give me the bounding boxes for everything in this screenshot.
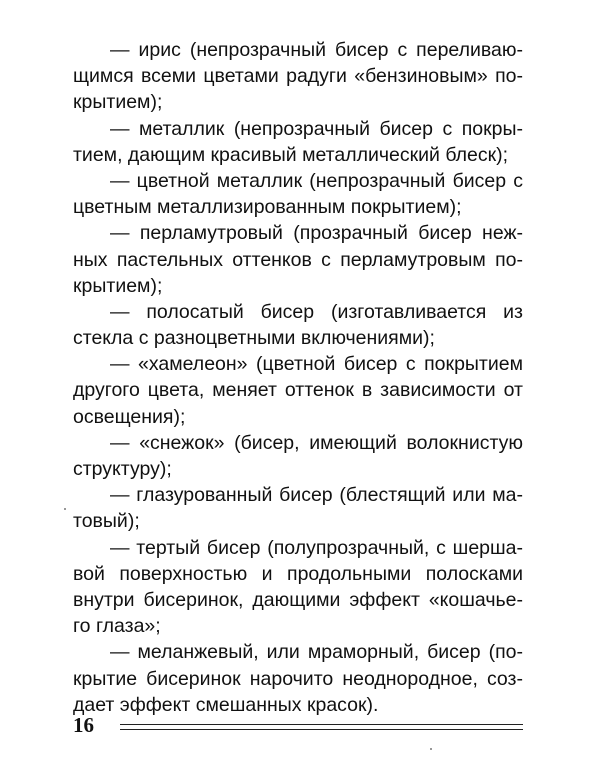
text-line: крытие бисеринок нарочито неоднородное, соз- xyxy=(73,667,523,690)
print-speck xyxy=(64,508,66,510)
text-line: структуру); xyxy=(73,458,172,480)
text-line: ных пастельных оттенков с перламутровым по- xyxy=(73,248,523,271)
text-line: вой поверхностью и продольными полосками xyxy=(73,562,523,585)
text-line: — тертый бисер (полупрозрачный, с шерша- xyxy=(110,536,523,559)
text-line: — «снежок» (бисер, имеющий волокнистую xyxy=(110,431,523,454)
text-line: — перламутровый (прозрачный бисер неж- xyxy=(110,222,523,245)
text-line: тием, дающим красивый металлический блеск); xyxy=(73,143,509,166)
text-line: товый); xyxy=(73,510,140,533)
text-line: — полосатый бисер (изготавливается из xyxy=(110,300,523,323)
text-line: другого цвета, меняет оттенок в зависимости от xyxy=(73,379,523,402)
text-line: — «хамелеон» (цветной бисер с покрытием xyxy=(110,353,523,376)
print-speck xyxy=(430,748,432,750)
text-line: — меланжевый, или мраморный, бисер (по- xyxy=(110,641,523,664)
text-line: го глаза»; xyxy=(73,615,161,638)
text-line: крытием); xyxy=(73,274,163,297)
page-number: 16 xyxy=(73,713,94,737)
text-line: дает эффект смешанных красок). xyxy=(73,693,379,716)
text-line: — глазурованный бисер (блестящий или ма- xyxy=(110,484,523,507)
text-line: стекла с разноцветными включениями); xyxy=(73,327,435,350)
footer-double-rule xyxy=(120,724,523,730)
text-line: цветным металлизированным покрытием); xyxy=(73,196,462,219)
text-line: освещения); xyxy=(73,405,186,428)
text-line: крытием); xyxy=(73,91,163,114)
page-footer xyxy=(73,710,523,740)
text-line: внутри бисеринок, дающими эффект «кошачье- xyxy=(73,588,523,611)
body-text xyxy=(73,37,523,718)
text-line: — металлик (непрозрачный бисер с покры- xyxy=(110,117,523,140)
text-line: — цветной металлик (непрозрачный бисер с xyxy=(110,169,523,192)
text-line: щимся всеми цветами радуги «бензиновым» по- xyxy=(73,65,523,88)
text-line: — ирис (непрозрачный бисер с переливаю- xyxy=(110,39,523,61)
